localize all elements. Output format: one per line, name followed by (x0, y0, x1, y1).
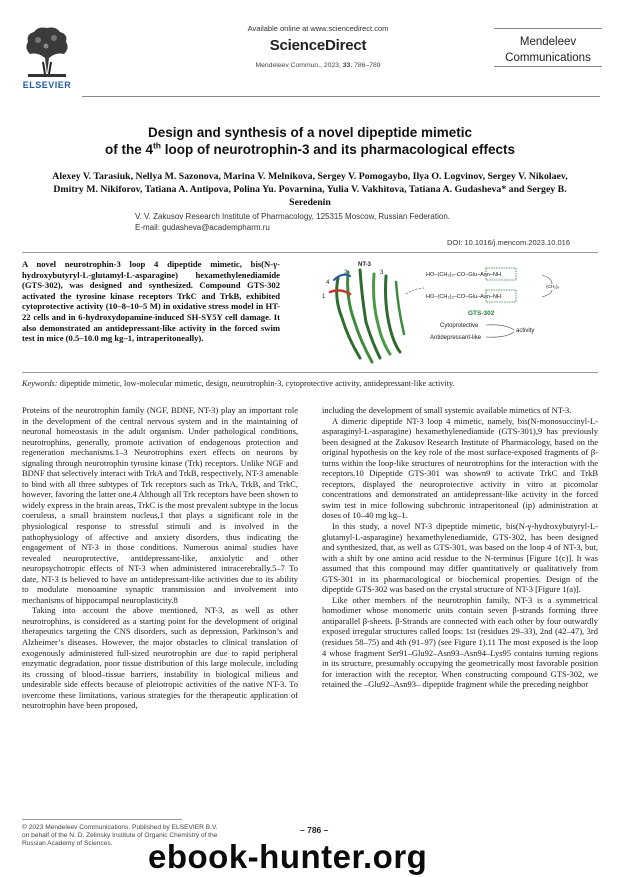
body-column-right (322, 405, 598, 690)
protein-label: NT-3 (358, 262, 372, 268)
abstract-text: A novel neurotrophin-3 loop 4 dipeptide mimetic, bis(N-γ-hydroxybutyryl-L-glutamyl-L-asparagine) hexamethylenediamide (GTS-302), was designed and synthesized. Compound GTS-302 activated the tyrosine kinase receptors TrkC and TrkB, exhibited cytoprotective activity (10–8–10–5 M) in oxidative stress model in HT-22 cells and in 6-hydroxydopamine-induced SH-SY5Y cell damage. It also demonstrated an antidepressant-like activity in the forced swim test in mice (0.5–10.0 mg kg–1, intraperitoneally). (22, 259, 280, 344)
effect-cytoprotective: Cytoprotective (440, 323, 479, 329)
loop-label-4: 4 (326, 280, 330, 286)
formula-bottom: HO–(CH₂)₃–CO–Glu–Asn–NH (426, 294, 502, 300)
citation-line: Mendeleev Commun., 2023, 33, 786–789 (255, 62, 381, 69)
loop-label-1: 1 (322, 294, 326, 300)
watermark: ebook-hunter.org (148, 838, 428, 875)
keywords-list: dipeptide mimetic, low-molecular mimetic, design, neurotrophin-3, cytoprotective activity, antidepressant-like activity. (59, 379, 455, 388)
platform-block (208, 22, 428, 69)
compound-name: GTS-302 (468, 310, 495, 317)
loop-label-3: 3 (380, 270, 384, 276)
article-title: Design and synthesis of a novel dipeptide mimetic of the 4th loop of neurotrophin-3 and its pharmacological effects (104, 125, 516, 157)
formula-top: HO–(CH₂)₃–CO–Glu–Asn–NH (426, 272, 502, 278)
abstract-rule-bottom (22, 372, 598, 373)
compound-formula (426, 272, 559, 300)
effect-brace (486, 325, 514, 337)
linker-label: (CH₂)₆ (546, 284, 560, 289)
availability-link[interactable]: Available online at www.sciencedirect.com (247, 24, 389, 33)
platform-name: ScienceDirect (269, 37, 367, 54)
body-column-left (22, 405, 298, 711)
graphical-abstract-svg (320, 258, 598, 370)
callout-line (406, 288, 424, 294)
loop-label-2: 2 (344, 270, 348, 276)
journal-name: Mendeleev Communications (505, 36, 591, 64)
volume-number: 33 (342, 62, 351, 69)
journal-rule-top (494, 28, 602, 29)
graphical-abstract (320, 258, 598, 370)
page-number: – 786 – (300, 825, 329, 835)
nt3-ribbon-structure (330, 270, 404, 362)
doi-link[interactable]: DOI: 10.1016/j.mencom.2023.10.016 (447, 238, 570, 247)
elsevier-tree-icon (18, 22, 76, 80)
journal-header (18, 22, 602, 98)
author-list: Alexey V. Tarasiuk, Nellya M. Sazonova, Marina V. Melnikova, Sergey V. Pomogaybo, Ilya O. Logvinov, Sergey V. Nikolaev, Dmitry M. Nikiforov, Tatiana A. Antipova, Polina Yu. Povarnina, Yulia V. Vakhitova, Tatiana A. Gudasheva* and Sergey B. Seredenin (52, 171, 568, 208)
paragraph: A dimeric dipeptide NT-3 loop 4 mimetic, namely, bis(N-monosuccinyl-L-asparaginyl-L-asparagine) hexamethylenediamide (GTS-301),9 has previously been designed at the Zakusov Research Institute of Pharmacology, based on the original hypothesis on the key role of the most surface-exposed fragments of β-turns within the loop-like structures of neurotrophins for the interaction with the receptors.10 Dipeptide GTS-301 was shown9 to activate TrkC and TrkB receptors, displayed the neuroprotective activity in vitro at picomolar concentrations and demonstrated an antidepressant-like activity in the forced swim test in mice following subchronic intraperitoneal (ip) administration at doses of 10–40 mg kg–1. (322, 415, 598, 521)
abstract-rule-top (22, 252, 598, 253)
elsevier-logo (18, 22, 76, 94)
paragraph: Proteins of the neurotrophin family (NGF, BDNF, NT-3) play an important role in the development of the central nervous system and in the maintaining of neuronal homeostasis in the adult organism. Under pathological conditions, neurotrophins, generally, promote activation of endogenous protection and regeneration mechanisms.1–3 Neurotrophins exert effects on neurons by signaling through neurotrophin tyrosine kinase (Trk) receptors. Unlike NGF and BDNF that selectively interact with TrkA and TrkB, respectively, NT-3 amenable to bind with all three subtypes of Trk receptors such as TrkA, TrkB, and TrkC, however, favoring the latter one.4 Although all Trk receptors have been shown to widely express in the brain areas, TrkC is the most prevalent subtype in the locus coeruleus, a small brainstem nucleus,1 that plays a significant role in the physiological response to stressful stimuli and is involved in the pathophysiology of affective and anxiety disorders, thus indicating the engagement of NT-3 in those conditions. Numerous animal studies have revealed neuroprotective, antidepressant-like, anxiolytic and other neuropsychotropic effects of NT-3 when administered intracerebrally.5–7 To date, NT-3 is believed to have an antidepressant-like activities due to its ability to modulate monoamine synaptic transmission and involvement into mechanisms of hippocampal neuroplasticity.8 (22, 405, 298, 605)
effect-antidepressant: Antidepressant-like (430, 335, 482, 341)
affiliation: V. V. Zakusov Research Institute of Pharmacology, 125315 Moscow, Russian Federation. E-mail: gudasheva@academpharm.ru (135, 212, 555, 233)
effect-suffix: activity (516, 328, 535, 334)
paragraph: Taking into account the above mentioned, NT-3, as well as other neurotrophins, is considered as a starting point for the development of original therapeutics targeting the CNS disorders, such as depression, Parkinson’s and Alzheimer’s diseases. However, the major obstacles to clinical translation of exogenously administered full-sized neurotrophin are due to rapid peripheral enzymatic degradation, poor tissue distribution of this large molecule, including its crossing of blood–tissue barriers, instability in biological milieus and undesirable side effects because of pleiotropic activities of the native NT-3. To overcome these limitations, various strategies for the therapeutic application of neurotrophin have been proposed, (22, 605, 298, 711)
copyright-note: © 2023 Mendeleev Communications. Published by ELSEVIER B.V. on behalf of the N. D. Zelinsky Institute of Organic Chemistry of the Russian Academy of Sciences. (22, 824, 218, 848)
keywords (22, 379, 598, 388)
email-link[interactable]: E-mail: gudasheva@academpharm.ru (135, 222, 270, 232)
footer-rule (22, 819, 182, 820)
publisher-name: ELSEVIER (22, 80, 72, 90)
journal-rule-bottom (494, 66, 602, 67)
keywords-label: Keywords: (22, 379, 58, 388)
header-divider (82, 96, 600, 97)
paragraph: including the development of small systemic available mimetics of NT-3. (322, 405, 572, 415)
paragraph: Like other members of the neurotrophin family, NT-3 is a symmetrical homodimer whose monomeric units contain seven β-strands forming three antiparallel β-sheets. β-Strands are connected with each other by four outwardly exposed irregular structures called loops: 1st (residues 29–33), 2nd (42–47), 3rd (residues 58–75) and 4th (91–97) (see Figure 1).11 The most exposed is the loop 4 whose fragment Ser91–Glu92–Asn93–Asn94–Lys95 contains turning regions in its structure, presumably occupying the geometrically most favorable position for interaction with the receptor. When constructing compound GTS-302, we retained the –Glu92–Asn93– dipeptide fragment while the preceding neighbor (322, 594, 598, 690)
paragraph: In this study, a novel NT-3 dipeptide mimetic, bis(N-γ-hydroxybutyryl-L-glutamyl-L-asparagine) hexamethylenediamide, GTS-302, has been designed and synthesized, that, as well as GTS-301, was based on the loop 4 of NT-3, but, with a shift by one amino acid residue to the N-terminus [Figure 1(c)]. It was assumed that this compound may differ quantitatively or qualitatively from GTS-301 in its pharmacological or biochemical properties. Design of the dipeptide GTS-302 was based on the crystal structure of NT-3 [Figure 1(a)]. (322, 521, 598, 595)
